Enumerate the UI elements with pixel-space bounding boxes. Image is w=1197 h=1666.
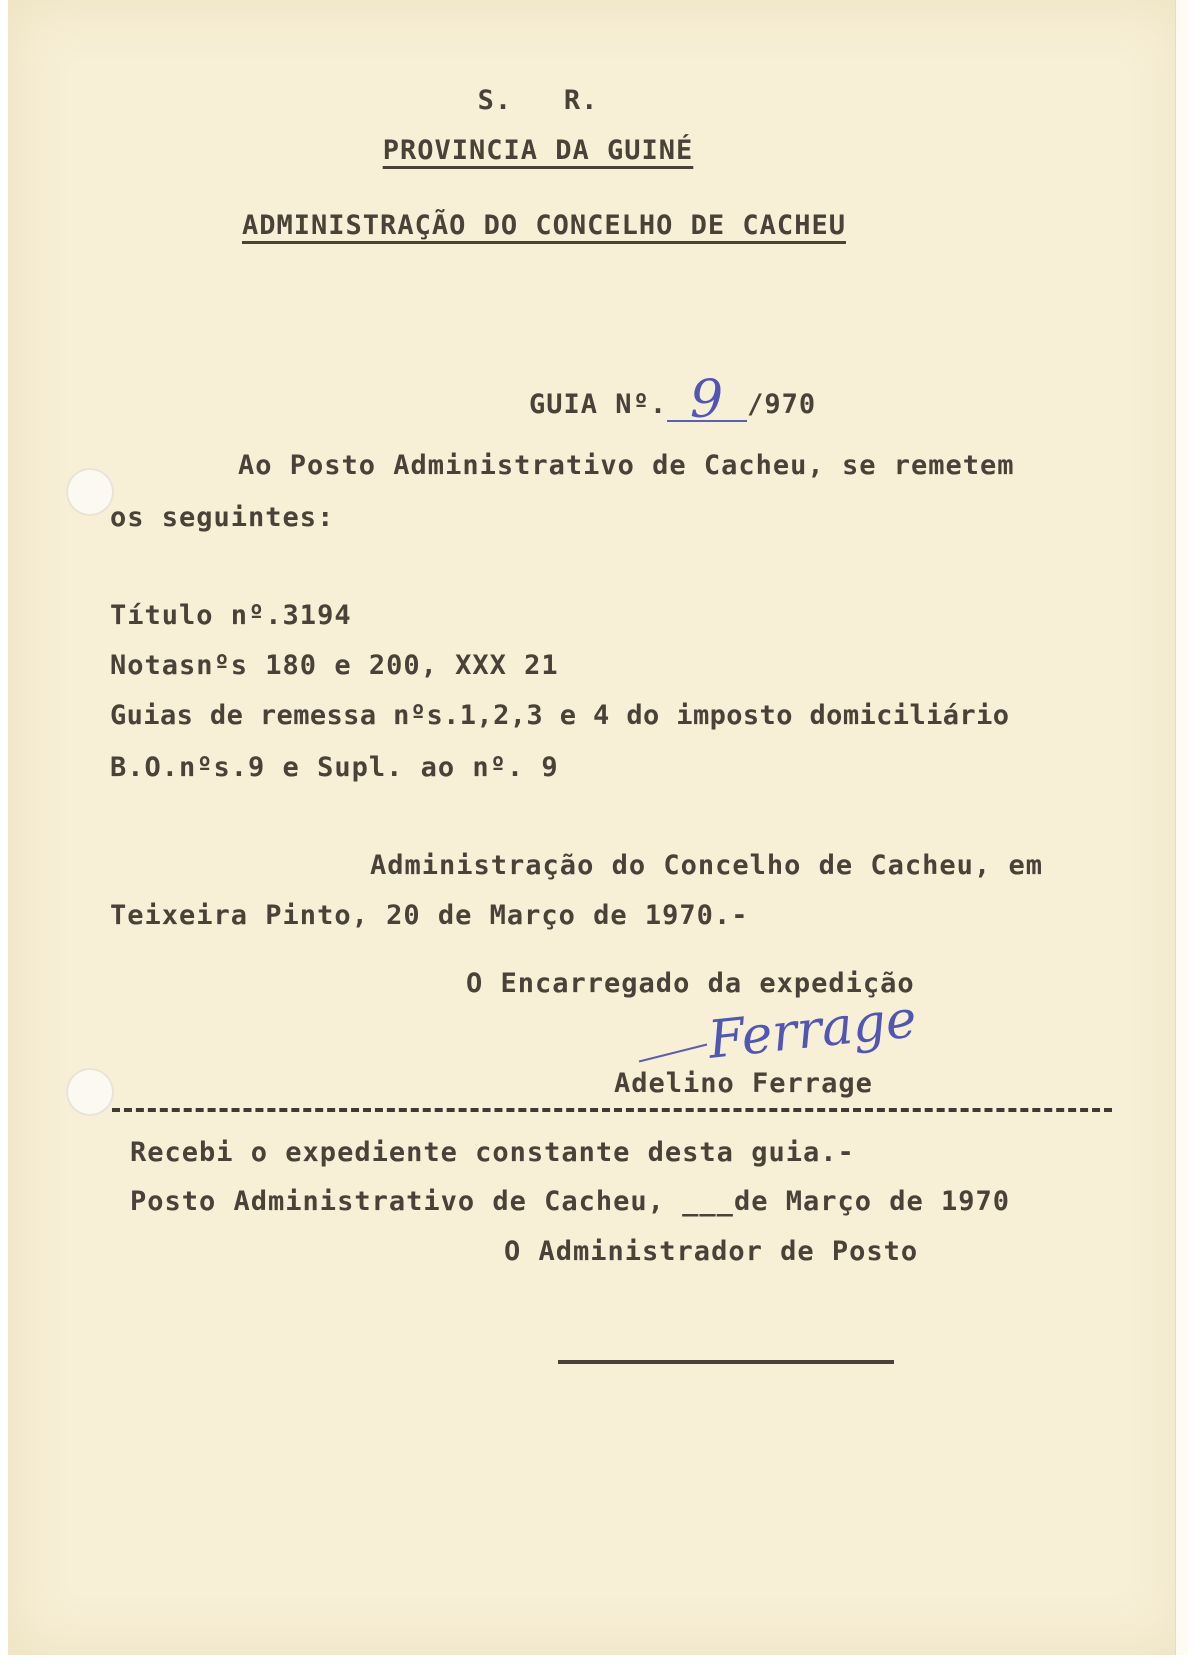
item-guias: Guias de remessa nºs.1,2,3 e 4 do imposto domiciliário — [110, 700, 1010, 731]
receipt-line-1: Recebi o expediente constante desta guia.- — [130, 1137, 855, 1168]
header-province: PROVINCIA DA GUINÉ — [382, 135, 694, 166]
header-sr: S. R. — [477, 85, 599, 116]
divider-line — [112, 1108, 1112, 1112]
handwritten-signature: Ferrage — [705, 989, 920, 1071]
receipt-line-2: Posto Administrativo de Cacheu, ___de Março de 1970 — [130, 1186, 1011, 1217]
punch-hole-bottom — [66, 1068, 114, 1116]
closing-place-line-1: Administração do Concelho de Cacheu, em — [370, 850, 1043, 881]
guide-prefix: GUIA Nº. — [529, 389, 668, 420]
guide-number-line — [460, 345, 816, 451]
receipt-signature-line — [558, 1360, 894, 1364]
intro-line-1: Ao Posto Administrativo de Cacheu, se remetem — [238, 450, 1015, 481]
closing-place-line-2: Teixeira Pinto, 20 de Março de 1970.- — [110, 900, 749, 931]
guide-handwritten-number: 9 — [667, 380, 747, 422]
punch-hole-top — [66, 468, 114, 516]
paper-edge — [1175, 0, 1188, 1655]
item-notas: Notasnºs 180 e 200, XXX 21 — [110, 650, 559, 681]
receipt-line-3: O Administrador de Posto — [504, 1236, 919, 1267]
document-page — [8, 0, 1188, 1655]
closing-role: O Encarregado da expedição — [466, 968, 915, 999]
intro-line-2: os seguintes: — [110, 502, 335, 533]
item-titulo: Título nº.3194 — [110, 600, 352, 631]
signature-stroke — [639, 1044, 707, 1063]
guide-suffix: /970 — [747, 389, 817, 420]
signatory-name: Adelino Ferrage — [614, 1068, 873, 1099]
item-bo: B.O.nºs.9 e Supl. ao nº. 9 — [110, 752, 559, 783]
header-administration: ADMINISTRAÇÃO DO CONCELHO DE CACHEU — [242, 210, 846, 241]
